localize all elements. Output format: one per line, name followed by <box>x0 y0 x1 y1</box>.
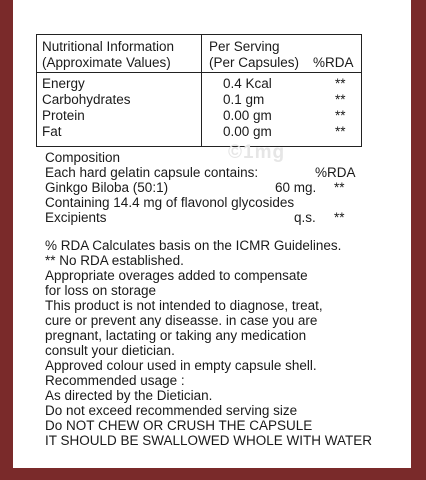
row-value: 0.1 gm <box>223 92 265 107</box>
note-line: Appropriate overages added to compensate <box>45 268 308 283</box>
ginkgo-qty: 60 mg. <box>275 180 317 195</box>
row-name: Energy <box>42 76 85 91</box>
row-rda: ** <box>335 92 346 107</box>
note-line: % RDA Calculates basis on the ICMR Guidelines. <box>45 238 342 253</box>
header-per-capsules: (Per Capsules) <box>209 55 300 70</box>
note-line: for loss on storage <box>45 283 157 298</box>
table-divider-vertical <box>201 35 202 146</box>
flavonol-line: Containing 14.4 mg of flavonol glycosides <box>45 195 295 210</box>
nutrition-table <box>36 34 362 147</box>
composition-rda-header: %RDA <box>315 165 356 180</box>
ginkgo-name: Ginkgo Biloba (50:1) <box>45 180 169 195</box>
row-name: Protein <box>42 108 85 123</box>
row-value: 0.00 gm <box>223 124 272 139</box>
note-line: Recommended usage : <box>45 373 185 388</box>
note-line: IT SHOULD BE SWALLOWED WHOLE WITH WATER <box>45 433 373 448</box>
note-line: pregnant, lactating or taking any medication <box>45 328 307 343</box>
watermark-logo: ©1mg <box>228 142 286 163</box>
ginkgo-rda: ** <box>334 180 345 195</box>
header-nutritional-information: Nutritional Information <box>42 39 175 54</box>
row-rda: ** <box>335 124 346 139</box>
note-line: consult your dietician. <box>45 343 175 358</box>
row-rda: ** <box>335 108 346 123</box>
excipients-rda: ** <box>334 210 345 225</box>
note-line: ** No RDA established. <box>45 253 184 268</box>
row-name: Carbohydrates <box>42 92 131 107</box>
row-rda: ** <box>335 76 346 91</box>
note-line: This product is not intended to diagnose, treat, <box>45 298 323 313</box>
note-line: cure or prevent any diseasse. in case you are <box>45 313 318 328</box>
row-name: Fat <box>42 124 62 139</box>
table-divider-horizontal <box>37 72 361 73</box>
note-line: As directed by the Dietician. <box>45 388 213 403</box>
note-line: Do not exceed recommended serving size <box>45 403 298 418</box>
note-line: Approved colour used in empty capsule shell. <box>45 358 317 373</box>
excipients-qty: q.s. <box>294 210 316 225</box>
row-value: 0.00 gm <box>223 108 272 123</box>
composition-title: Composition <box>45 150 121 165</box>
header-rda: %RDA <box>313 55 354 70</box>
header-approximate-values: (Approximate Values) <box>42 55 171 70</box>
header-per-serving: Per Serving <box>209 39 280 54</box>
row-value: 0.4 Kcal <box>223 76 272 91</box>
composition-intro: Each hard gelatin capsule contains: <box>45 165 259 180</box>
note-line: Do NOT CHEW OR CRUSH THE CAPSULE <box>45 418 313 433</box>
excipients-name: Excipients <box>45 210 107 225</box>
